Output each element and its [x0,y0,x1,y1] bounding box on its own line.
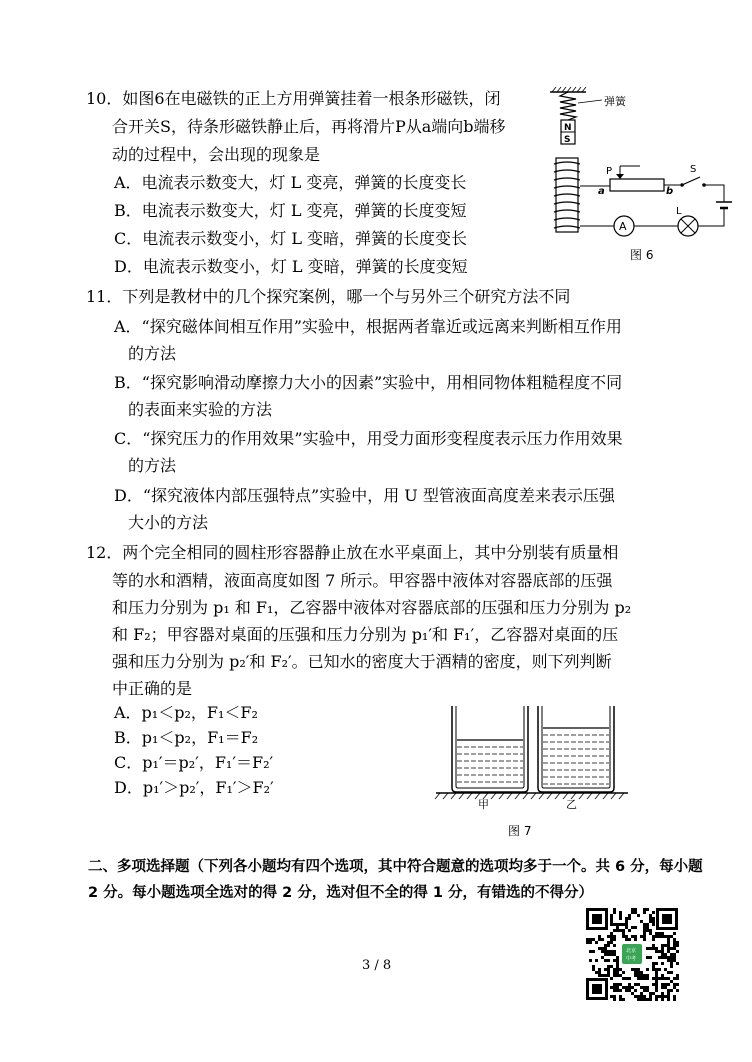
ammeter-label: A [619,220,627,233]
q11-line1: 11．下列是教材中的几个探究案例，哪一个与另外三个研究方法不同 [86,287,571,306]
rheostat-label-b: b [666,186,674,197]
q12-line2: 等的水和酒精，液面高度如图 7 所示。甲容器中液体对容器底部的压强 [112,571,613,590]
container-left-label: 甲 [478,798,489,810]
section-2-header-line1: 二、多项选择题（下列各小题均有四个选项，其中符合题意的选项均多于一个。共 6 分，每小题 [88,859,703,875]
q12-line6: 中正确的是 [112,679,193,698]
magnet-south-label: S [564,135,571,145]
liquid-right-lines [543,735,609,784]
q10-option-d: D．电流表示数变小，灯 L 变暗，弹簧的长度变短 [114,257,468,276]
section-2-header-line2: 2 分。每小题选项全选对的得 2 分，选对但不全的得 1 分，有错选的不得分） [88,885,594,901]
q10-line1: 10．如图6在电磁铁的正上方用弹簧挂着一根条形磁铁，闭 [86,89,501,108]
slider-p [616,174,624,179]
q11-option-d-line2: 大小的方法 [128,513,209,532]
q10-option-c: C．电流表示数变小，灯 L 变暗，弹簧的长度变长 [114,229,468,248]
rheostat [610,179,664,191]
qr-finder-top-left [586,908,608,930]
q10-line3: 动的过程中，会出现的现象是 [112,145,321,164]
figure-7-caption: 图 7 [508,824,532,838]
liquid-left-lines [457,747,523,782]
qr-finder-top-right [656,908,678,930]
q11-option-a-line2: 的方法 [128,344,177,363]
q12-option-d: D．p₁′＞p₂′，F₁′＞F₂′ [114,778,274,797]
q11-option-b-line2: 的表面来实验的方法 [128,400,273,419]
spring [560,92,576,120]
q12-line4: 和 F₂；甲容器对桌面的压强和压力分别为 p₁′和 F₁′，乙容器对桌面的压 [112,625,619,644]
qr-badge-text-1: 北京 [626,948,637,954]
qr-badge-text-2: 中考 [626,956,637,962]
figure-6-caption: 图 6 [630,248,654,262]
q12-line5: 强和压力分别为 p₂′和 F₂′。已知水的密度大于酒精的密度，则下列判断 [112,652,612,671]
q11-option-d-line1: D．“探究液体内部压强特点”实验中，用 U 型管液面高度差来表示压强 [114,486,615,505]
page-number: 3 / 8 [362,958,392,973]
q10-option-a: A．电流表示数变大，灯 L 变亮，弹簧的长度变长 [114,173,467,192]
q12-line3: 和压力分别为 p₁ 和 F₁，乙容器中液体对容器底部的压强和压力分别为 p₂ [112,598,632,617]
magnet-north-label: N [564,123,572,133]
lamp-label: L [676,206,682,217]
switch-label: S [690,164,697,175]
q10-line2: 合开关S，待条形磁铁静止后，再将滑片P从a端向b端移 [112,117,506,136]
rheostat-label-a: a [598,186,605,197]
container-right-inner [542,706,610,788]
q12-option-c: C．p₁′＝p₂′，F₁′＝F₂′ [114,753,274,772]
qr-code [584,906,680,1002]
wire-battery-to-lamp [698,208,724,226]
q11-option-b-line1: B．“探究影响滑动摩擦力大小的因素”实验中，用相同物体粗糙程度不同 [114,373,623,392]
wire-to-battery [704,185,724,202]
q11-option-a-line1: A．“探究磁体间相互作用”实验中，根据两者靠近或远离来判断相互作用 [114,317,622,336]
table-hatch [435,793,624,799]
figure-7-containers [432,700,632,810]
spring-leader-line [578,100,602,103]
q12-option-b: B．p₁＜p₂，F₁＝F₂ [114,728,259,747]
q12-option-a: A．p₁＜p₂，F₁＜F₂ [114,703,258,722]
q12-line1: 12．两个完全相同的圆柱形容器静止放在水平桌面上，其中分别装有质量相 [86,543,619,562]
qr-finder-bottom-left [586,978,608,1000]
container-right-label: 乙 [566,798,577,810]
q11-option-c-line2: 的方法 [128,456,177,475]
q11-option-c-line1: C．“探究压力的作用效果”实验中，用受力面形变程度表示压力作用效果 [114,429,623,448]
q10-option-b: B．电流表示数变大，灯 L 变亮，弹簧的长度变短 [114,201,467,220]
switch-blade [682,177,700,185]
spring-label: 弹簧 [604,95,626,108]
slider-label-p: P [606,166,613,177]
container-left [452,706,528,792]
